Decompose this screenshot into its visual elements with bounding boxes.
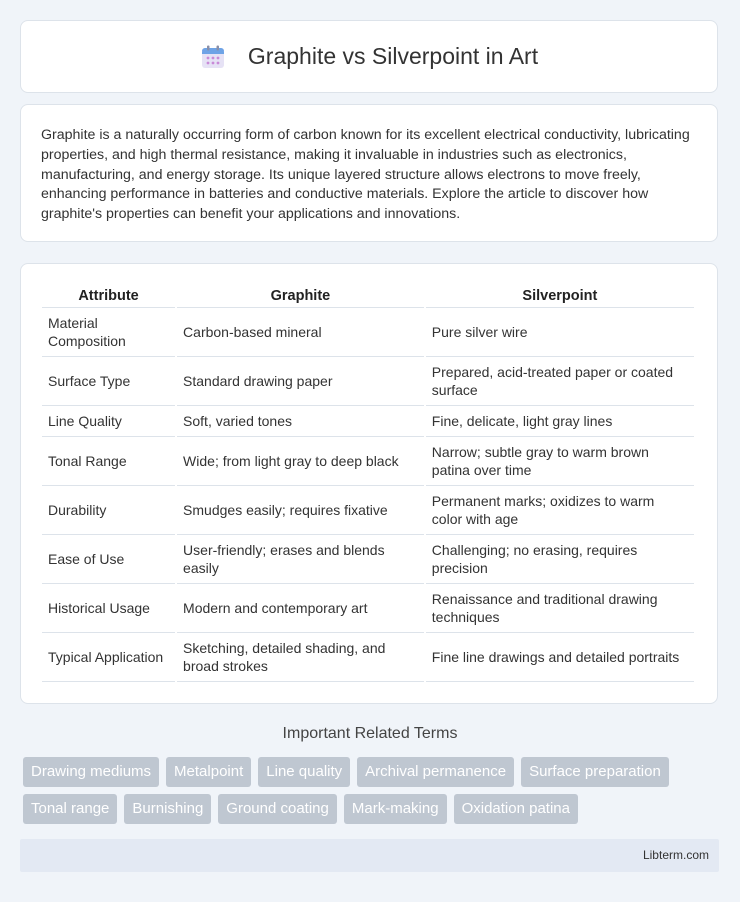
table-cell: Narrow; subtle gray to warm brown patina over time bbox=[426, 437, 694, 486]
related-term-tag[interactable]: Burnishing bbox=[124, 794, 211, 824]
table-cell: Carbon-based mineral bbox=[177, 308, 424, 357]
column-header: Attribute bbox=[42, 286, 175, 308]
comparison-card bbox=[20, 263, 718, 704]
table-cell: Pure silver wire bbox=[426, 308, 694, 357]
table-row bbox=[42, 535, 694, 584]
table-row bbox=[42, 486, 694, 535]
table-cell: Smudges easily; requires fixative bbox=[177, 486, 424, 535]
table-cell: User-friendly; erases and blends easily bbox=[177, 535, 424, 584]
related-term-tag[interactable]: Oxidation patina bbox=[454, 794, 578, 824]
table-cell: Durability bbox=[42, 486, 175, 535]
table-cell: Historical Usage bbox=[42, 584, 175, 633]
comparison-table bbox=[40, 286, 696, 682]
table-cell: Fine line drawings and detailed portraits bbox=[426, 633, 694, 682]
table-cell: Prepared, acid-treated paper or coated surface bbox=[426, 357, 694, 406]
table-row bbox=[42, 357, 694, 406]
table-cell: Tonal Range bbox=[42, 437, 175, 486]
related-term-tag[interactable]: Ground coating bbox=[218, 794, 337, 824]
table-cell: Material Composition bbox=[42, 308, 175, 357]
column-header: Graphite bbox=[177, 286, 424, 308]
related-term-tag[interactable]: Drawing mediums bbox=[23, 757, 159, 787]
table-row bbox=[42, 584, 694, 633]
column-header: Silverpoint bbox=[426, 286, 694, 308]
table-cell: Ease of Use bbox=[42, 535, 175, 584]
table-cell: Typical Application bbox=[42, 633, 175, 682]
table-row bbox=[42, 308, 694, 357]
table-cell: Wide; from light gray to deep black bbox=[177, 437, 424, 486]
footer bbox=[20, 839, 719, 872]
table-cell: Surface Type bbox=[42, 357, 175, 406]
related-term-tag[interactable]: Mark-making bbox=[344, 794, 447, 824]
footer-brand-link[interactable]: Libterm.com bbox=[642, 848, 709, 862]
related-term-tag[interactable]: Surface preparation bbox=[521, 757, 669, 787]
related-terms-list bbox=[23, 757, 723, 831]
table-cell: Standard drawing paper bbox=[177, 357, 424, 406]
page-title: Graphite vs Silverpoint in Art bbox=[247, 43, 539, 69]
table-row bbox=[42, 406, 694, 437]
table-cell: Renaissance and traditional drawing techniques bbox=[426, 584, 694, 633]
table-cell: Fine, delicate, light gray lines bbox=[426, 406, 694, 437]
related-term-tag[interactable]: Tonal range bbox=[23, 794, 117, 824]
intro-card bbox=[20, 104, 718, 242]
table-cell: Sketching, detailed shading, and broad strokes bbox=[177, 633, 424, 682]
table-row bbox=[42, 437, 694, 486]
related-term-tag[interactable]: Archival permanence bbox=[357, 757, 514, 787]
related-term-tag[interactable]: Metalpoint bbox=[166, 757, 251, 787]
calendar-icon bbox=[200, 44, 226, 70]
intro-text: Graphite is a naturally occurring form of carbon known for its excellent electrical conductivity, lubricating properties, and high thermal resistance, making it invaluable in industries such as electronics, manufacturing, and energy storage. Its unique layered structure allows electrons to move freely, enhancing performance in batteries and conductive materials. Explore the article to discover how graphite's properties can benefit your applications and innovations. bbox=[41, 127, 690, 223]
header-card bbox=[20, 20, 718, 93]
table-cell: Challenging; no erasing, requires precision bbox=[426, 535, 694, 584]
related-terms-title: Important Related Terms bbox=[282, 725, 458, 742]
table-header-row bbox=[42, 286, 694, 308]
table-cell: Modern and contemporary art bbox=[177, 584, 424, 633]
table-cell: Line Quality bbox=[42, 406, 175, 437]
table-row bbox=[42, 633, 694, 682]
related-term-tag[interactable]: Line quality bbox=[258, 757, 350, 787]
table-cell: Soft, varied tones bbox=[177, 406, 424, 437]
table-cell: Permanent marks; oxidizes to warm color with age bbox=[426, 486, 694, 535]
